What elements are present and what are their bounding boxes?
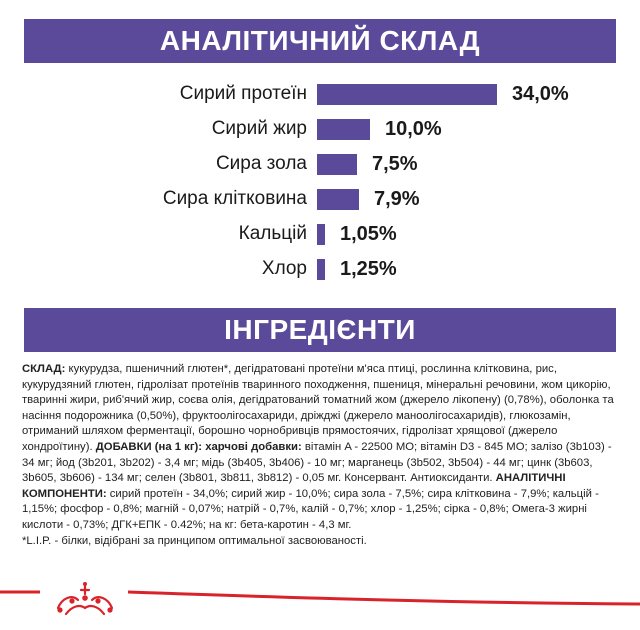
- nutrient-row: [0, 220, 640, 248]
- nutrient-bar: [317, 224, 325, 245]
- nutrient-value: 1,25%: [340, 258, 397, 280]
- nutrient-bar: [317, 154, 357, 175]
- footnote: *L.I.P. - білки, відібрані за принципом оптимальної засвоюваності.: [22, 534, 367, 547]
- royal-canin-crown-icon: [52, 580, 118, 620]
- nutrient-row: [0, 150, 640, 178]
- nutrient-bar: [317, 259, 325, 280]
- nutrient-row: [0, 80, 640, 108]
- nutrient-label: Сирий жир: [211, 118, 307, 139]
- nutrient-value: 1,05%: [340, 223, 397, 245]
- nutrient-value: 7,9%: [374, 188, 420, 210]
- analytic-composition-header: АНАЛІТИЧНИЙ СКЛАД: [24, 19, 616, 63]
- additives-label: ДОБАВКИ (на 1 кг):: [95, 440, 203, 453]
- nutrient-row: [0, 185, 640, 213]
- nutrient-value: 10,0%: [385, 118, 442, 140]
- nutrient-label: Хлор: [261, 258, 307, 279]
- nutrient-bar: [317, 119, 370, 140]
- ingredients-header: ІНГРЕДІЄНТИ: [24, 308, 616, 352]
- nutrient-label: Сирий протеїн: [179, 83, 307, 104]
- nutrient-label: Сира зола: [215, 153, 307, 174]
- nutrient-row: [0, 255, 640, 283]
- analytic-components-label: АНАЛІТИЧНІ КОМПОНЕНТИ:: [22, 472, 566, 500]
- nutrient-bar: [317, 189, 359, 210]
- nutrient-label: Сира клітковина: [162, 188, 307, 209]
- nutrient-value: 34,0%: [512, 83, 569, 105]
- analytic-components-text: сирий протеїн - 34,0%; сирий жир - 10,0%; сира зола - 7,5%; сира клітковина - 7,9%; кальцій - 1,15%; фосфор - 0,8%; магній - 0,07%; натрій - 0,7%, калій - 0,7%; хлор - 1,25%; сірка - 0,8%; Омега-3 жирні кислоти - 0,73%; ДГК+ЕПК - 0.42%; на кг: бета-каротин - 4,3 мг.: [22, 487, 599, 531]
- nutrient-value: 7,5%: [372, 153, 418, 175]
- composition-text: кукурудза, пшеничний глютен*, дегідратовані протеїни м'яса птиці, рослинна клітковина, рис, кукурудзяний глютен, гідролізат протеїнів тваринного походження, пшениця, мінеральні речовини, жом цикорію, тваринні жири, риб'ячий жир, соєва олія, дегідратований томатний жом (джерело лікопену) (0,78%), оболонка та насіння подорожника (0,50%), фруктоолігосахариди, дріжджі (джерело маноолігосахаридів), глюкозамін, отриманий шляхом ферментації, борошно чорнобривців прямостоячих, гідролізат хрящової (джерело хондроїтину).: [22, 363, 614, 453]
- nutrient-row: [0, 115, 640, 143]
- nutrient-label: Кальцій: [238, 223, 307, 244]
- additives-text: вітамін A - 22500 МО; вітамін D3 - 845 МО; залізо (3b103) - 34 мг; йод (3b201, 3b202) - 3,4 мг; мідь (3b405, 3b406) - 10 мг; марганець (3b502, 3b504) - 44 мг; цинк (3b603, 3b605, 3b606) - 134 мг; селен (3b801, 3b811, 3b812) - 0,05 мг. Консервант. Антиоксиданти.: [22, 440, 612, 485]
- nutritional-additives-label: харчові добавки:: [202, 440, 302, 453]
- nutrient-bar: [317, 84, 497, 105]
- ingredients-text: [22, 362, 622, 549]
- composition-label: СКЛАД:: [22, 363, 66, 375]
- ingredients-paragraph: [22, 362, 622, 534]
